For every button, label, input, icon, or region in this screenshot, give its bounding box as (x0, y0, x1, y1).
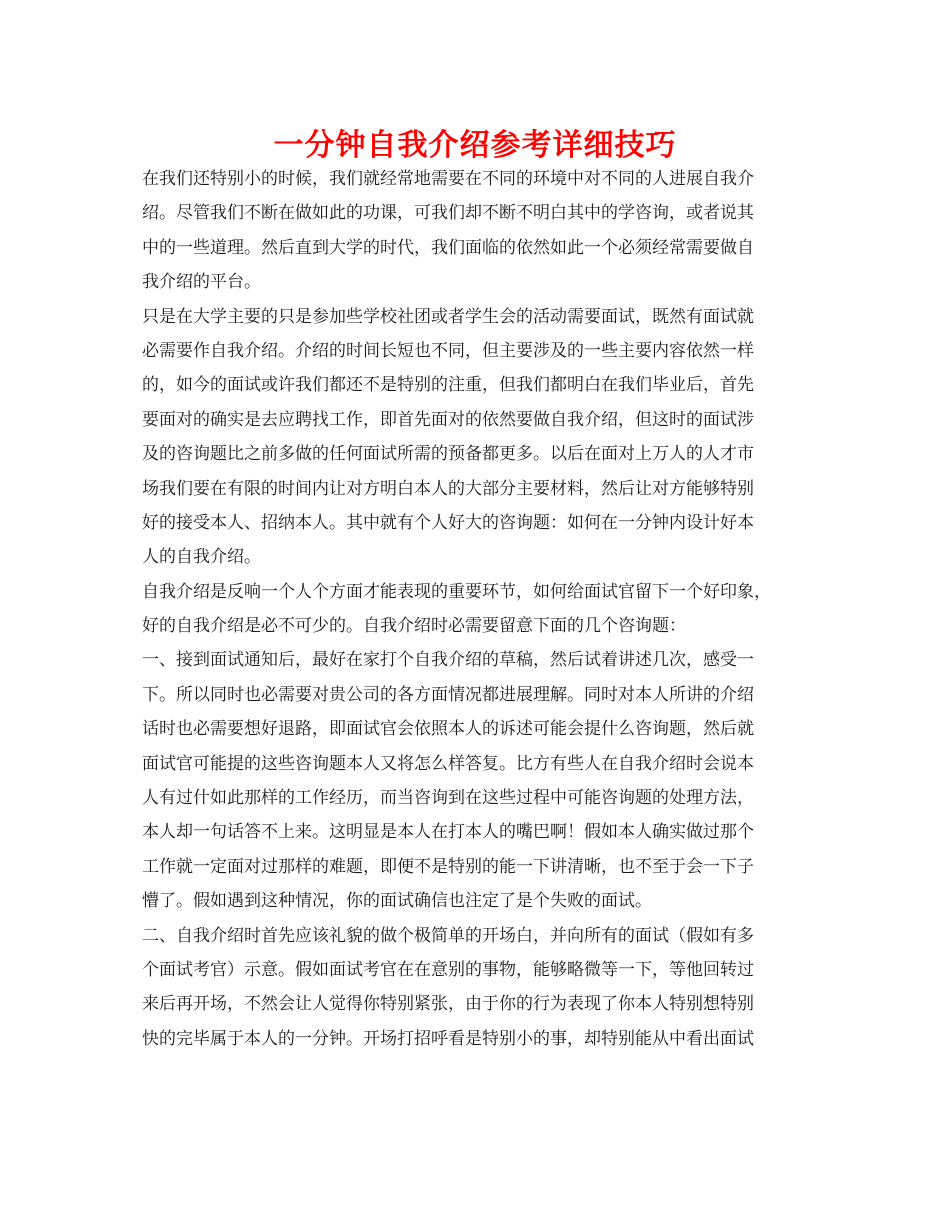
body-line: 我介绍的平台。 (142, 272, 261, 293)
body-line: 来后再开场，不然会让人觉得你特别紧张，由于你的行为表现了你本人特别想特别 (142, 994, 754, 1015)
body-line: 自我介绍是反响一个人个方面才能表现的重要环节，如何给面试官留下一个好印象， (142, 581, 771, 602)
body-line: 好的接受本人、招纳本人。其中就有个人好大的咨询题：如何在一分钟内设计好本 (142, 512, 754, 533)
body-line: 一、接到面试通知后，最好在家打个自我介绍的草稿，然后试着讲述几次，感受一 (142, 650, 754, 671)
body-line: 懵了。假如遇到这种情况，你的面试确信也注定了是个失败的面试。 (142, 891, 652, 912)
body-line: 好的自我介绍是必不可少的。自我介绍时必需要留意下面的几个咨询题： (142, 616, 686, 637)
body-line: 绍。尽管我们不断在做如此的功课，可我们却不断不明白其中的学咨询，或者说其 (142, 203, 754, 224)
body-line: 话时也必需要想好退路，即面试官会依照本人的诉述可能会提什么咨询题，然后就 (142, 719, 754, 740)
body-line: 下。所以同时也必需要对贵公司的各方面情况都进展理解。同时对本人所讲的介绍 (142, 684, 754, 705)
body-line: 及的咨询题比之前多做的任何面试所需的预备都更多。以后在面对上万人的人才市 (142, 444, 754, 465)
body-line: 的，如今的面试或许我们都还不是特别的注重，但我们都明白在我们毕业后，首先 (142, 375, 754, 396)
body-line: 面试官可能提的这些咨询题本人又将怎么样答复。比方有些人在自我介绍时会说本 (142, 753, 754, 774)
body-line: 快的完毕属于本人的一分钟。开场打招呼看是特别小的事，却特别能从中看出面试 (142, 1028, 754, 1049)
document-title: 一分钟自我介绍参考详细技巧 (273, 128, 677, 163)
body-line: 必需要作自我介绍。介绍的时间长短也不同，但主要涉及的一些主要内容依然一样 (142, 340, 754, 361)
body-line: 个面试考官）示意。假如面试考官在在意别的事物，能够略微等一下，等他回转过 (142, 959, 754, 980)
document-body (142, 162, 812, 1056)
body-line: 工作就一定面对过那样的难题，即便不是特别的能一下讲清晰，也不至于会一下子 (142, 856, 754, 877)
body-line: 场我们要在有限的时间内让对方明白本人的大部分主要材料，然后让对方能够特别 (142, 478, 754, 499)
body-line: 只是在大学主要的只是参加些学校社团或者学生会的活动需要面试，既然有面试就 (142, 306, 754, 327)
body-line: 中的一些道理。然后直到大学的时代，我们面临的依然如此一个必须经常需要做自 (142, 237, 754, 258)
body-line: 二、自我介绍时首先应该礼貌的做个极简单的开场白，并向所有的面试（假如有多 (142, 925, 754, 946)
body-line: 人的自我介绍。 (142, 547, 261, 568)
body-line: 在我们还特别小的时候，我们就经常地需要在不同的环境中对不同的人进展自我介 (142, 169, 754, 189)
body-line: 要面对的确实是去应聘找工作，即首先面对的依然要做自我介绍，但这时的面试涉 (142, 409, 754, 430)
body-line: 人有过什如此那样的工作经历，而当咨询到在这些过程中可能咨询题的处理方法， (142, 788, 754, 809)
body-line: 本人却一句话答不上来。这明显是本人在打本人的嘴巴啊！假如本人确实做过那个 (142, 822, 754, 843)
